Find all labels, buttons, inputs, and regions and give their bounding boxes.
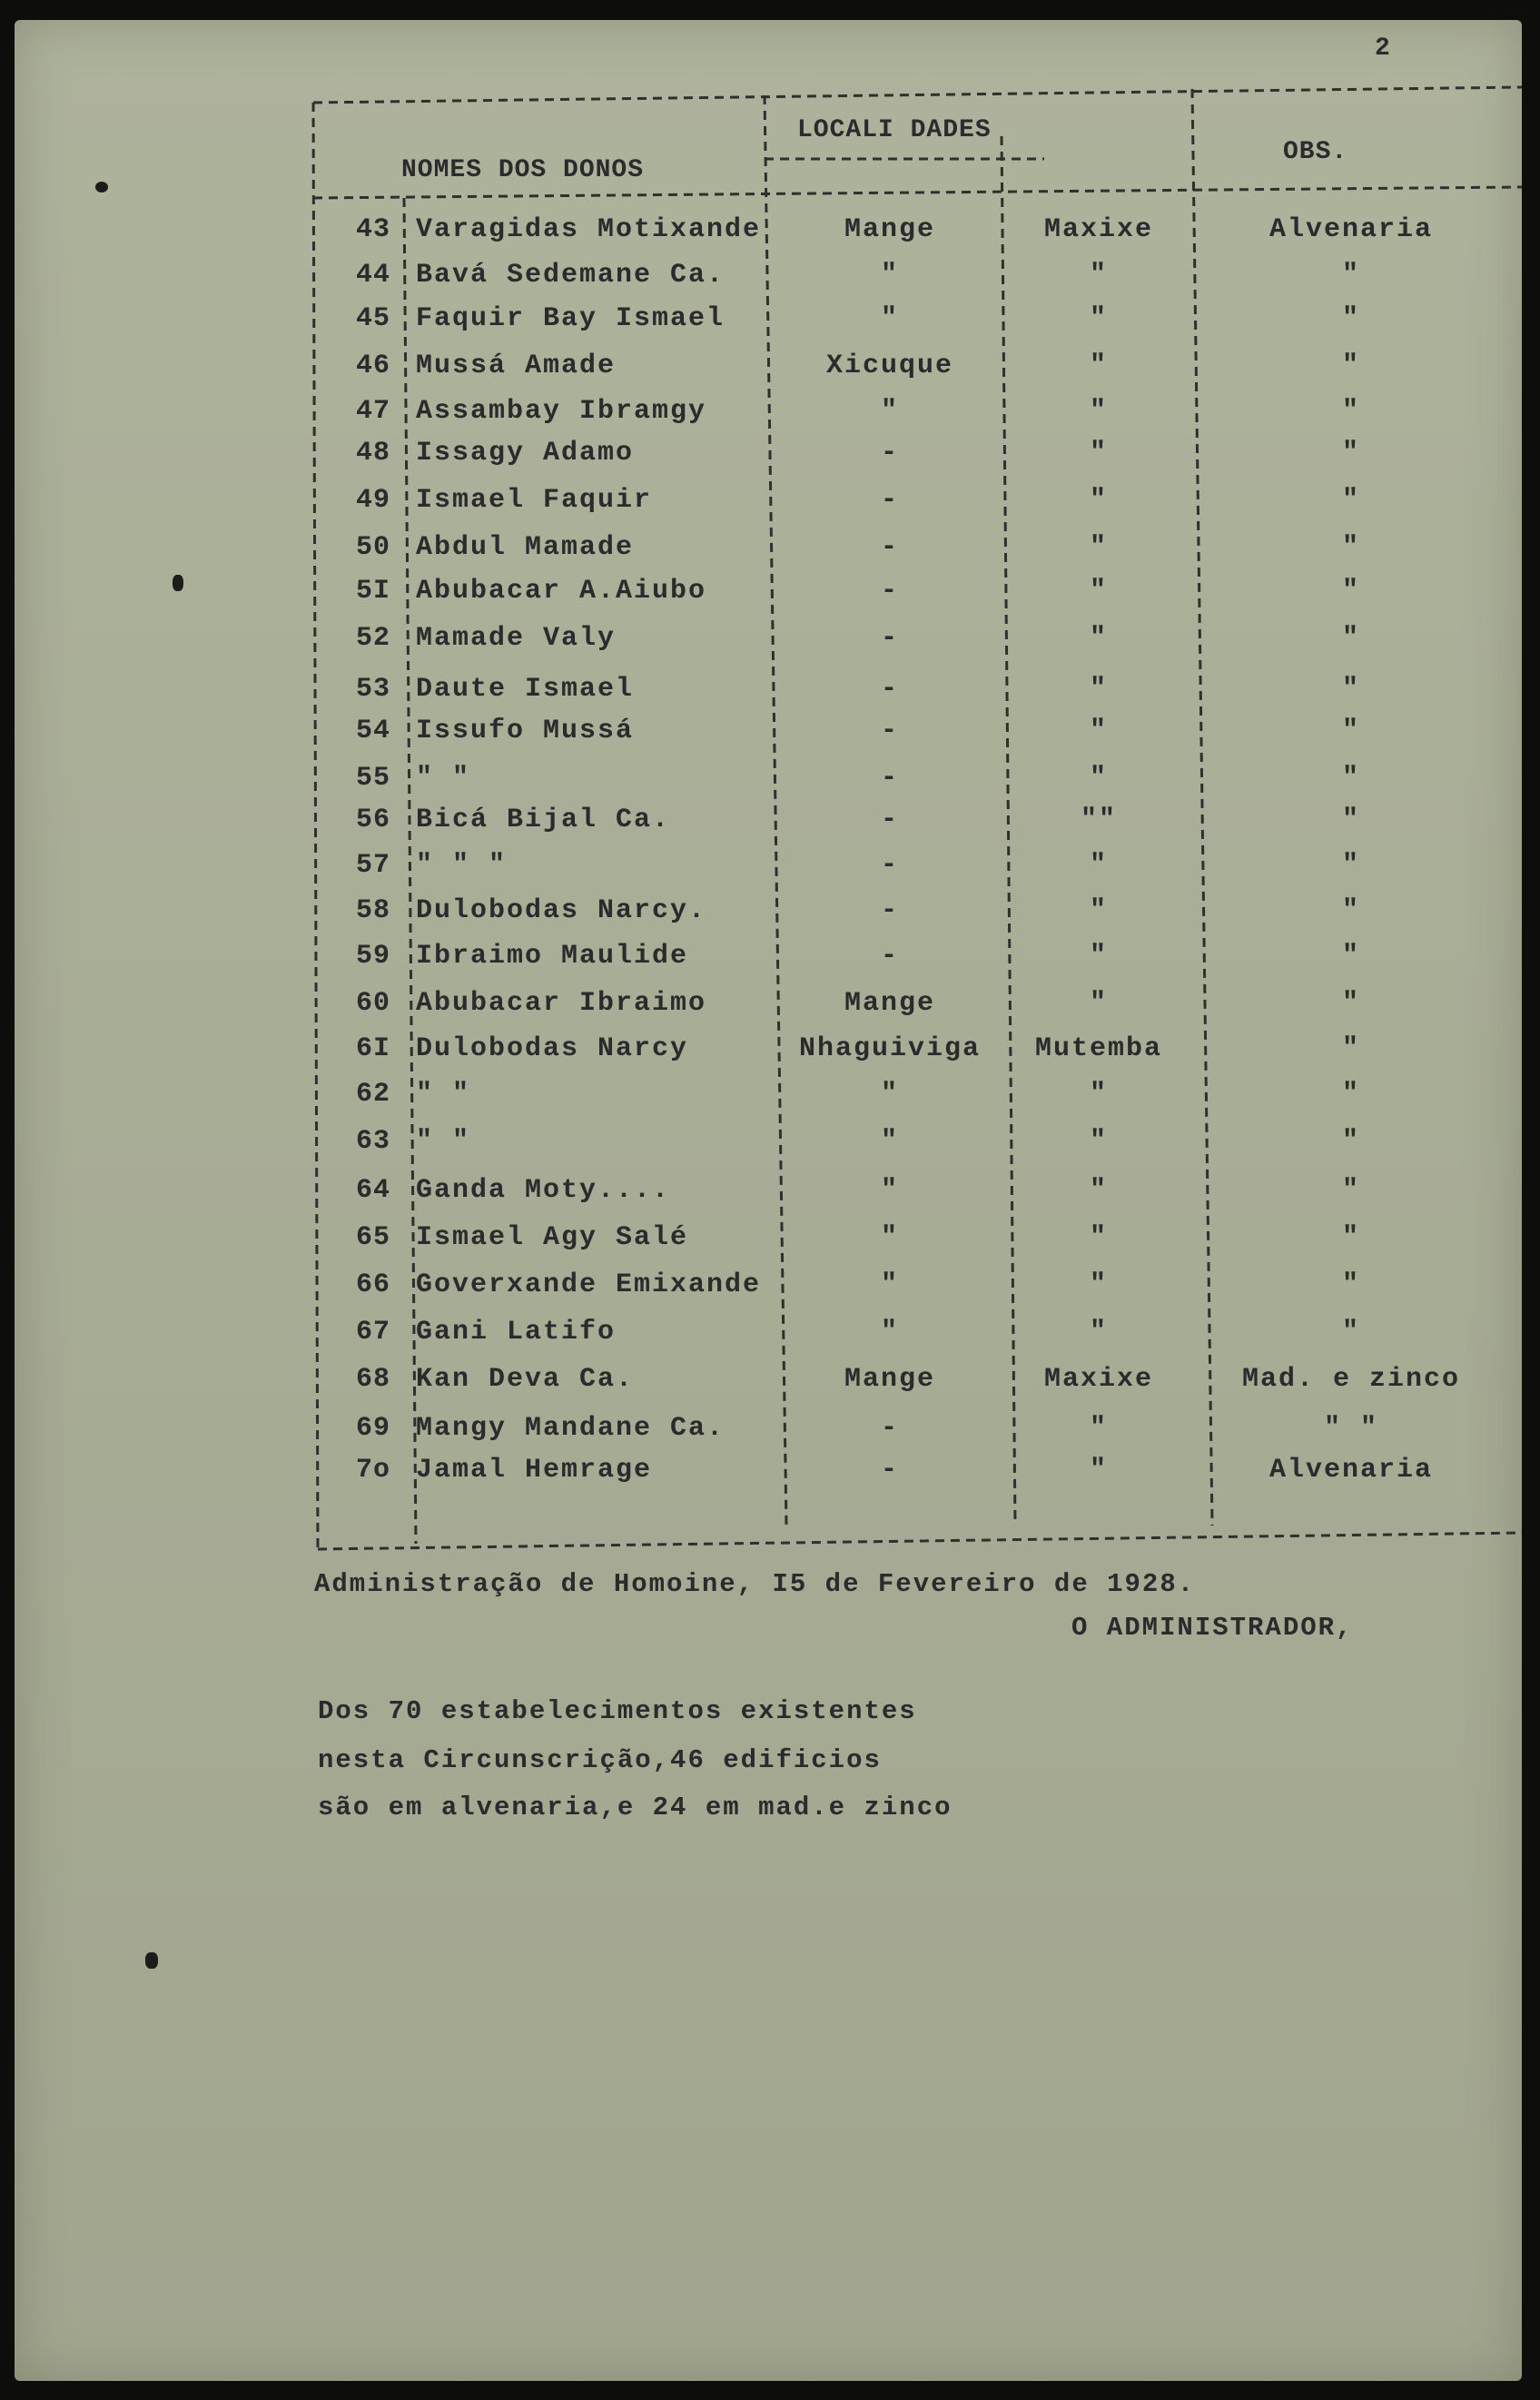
row-n: 49: [355, 485, 390, 516]
row-loc1: Nhaguiviga: [798, 1033, 982, 1064]
row-name: Issufo Mussá: [416, 716, 635, 746]
row-loc1: Mange: [844, 988, 936, 1019]
row-obs: ": [1341, 303, 1361, 334]
row-loc2: Maxixe: [1043, 214, 1154, 245]
footer-place-date: Administração de Homoine, I5 de Fevereiro de 1928.: [314, 1569, 1196, 1599]
row-loc2: ": [1089, 763, 1109, 794]
row-loc2: ": [1089, 1413, 1109, 1444]
row-name: Abubacar Ibraimo: [416, 988, 707, 1019]
row-loc1: Xicuque: [825, 351, 954, 381]
row-loc1: -: [880, 805, 900, 835]
row-name: Issagy Adamo: [416, 438, 635, 469]
row-loc1: ": [880, 396, 900, 427]
row-loc2: ": [1089, 1317, 1109, 1348]
row-loc2: ": [1089, 303, 1109, 334]
row-name: Abdul Mamade: [416, 532, 635, 563]
row-name: Kan Deva Ca.: [416, 1364, 635, 1395]
row-loc1: ": [880, 1317, 900, 1348]
row-loc2: ": [1089, 623, 1109, 654]
row-loc1: ": [880, 1269, 900, 1300]
row-n: 64: [355, 1175, 390, 1206]
row-n: 68: [355, 1364, 390, 1395]
row-loc2: ": [1089, 1222, 1109, 1253]
header-names: NOMES DOS DONOS: [401, 156, 645, 184]
row-loc2: ": [1089, 438, 1109, 469]
row-name: " ": [416, 1126, 471, 1157]
footer-note-line2: nesta Circunscrição,46 edificios: [318, 1745, 882, 1775]
row-obs: ": [1341, 1269, 1361, 1300]
row-name: Mamade Valy: [416, 623, 617, 654]
row-n: 55: [355, 763, 390, 794]
row-obs: ": [1341, 1126, 1361, 1157]
row-obs: ": [1341, 763, 1361, 794]
row-loc1: -: [880, 623, 900, 654]
row-name: Abubacar A.Aiubo: [416, 576, 707, 607]
row-loc2: ": [1089, 351, 1109, 381]
row-loc1: -: [880, 763, 900, 794]
header-obs: OBS.: [1283, 138, 1348, 166]
row-n: 48: [355, 438, 390, 469]
row-loc2: ": [1089, 850, 1109, 881]
row-n: 62: [355, 1079, 390, 1110]
row-obs: ": [1341, 716, 1361, 746]
row-n: 58: [355, 895, 390, 926]
row-obs: ": [1341, 532, 1361, 563]
row-n: 54: [355, 716, 390, 746]
binding-hole-mark: [173, 575, 183, 591]
row-obs: ": [1341, 1222, 1361, 1253]
document-page: [15, 20, 1522, 2381]
row-n: 50: [355, 532, 390, 563]
row-loc2: ": [1089, 941, 1109, 972]
row-loc1: -: [880, 1455, 900, 1486]
row-obs: ": [1341, 438, 1361, 469]
binding-hole-mark: [145, 1952, 158, 1969]
row-obs: ": [1341, 850, 1361, 881]
row-n: 65: [355, 1222, 390, 1253]
row-obs: ": [1341, 805, 1361, 835]
row-name: Ismael Agy Salé: [416, 1222, 689, 1253]
row-n: 66: [355, 1269, 390, 1300]
row-name: Dulobodas Narcy.: [416, 895, 707, 926]
row-name: Daute Ismael: [416, 674, 635, 705]
row-loc1: ": [880, 1126, 900, 1157]
row-n: 53: [355, 674, 390, 705]
footer-note-line3: são em alvenaria,e 24 em mad.e zinco: [318, 1793, 953, 1822]
row-loc1: ": [880, 260, 900, 291]
row-name: Faquir Bay Ismael: [416, 303, 726, 334]
row-obs: ": [1341, 895, 1361, 926]
row-n: 44: [355, 260, 390, 291]
footer-signature-title: O ADMINISTRADOR,: [1071, 1613, 1354, 1643]
footer-note-line1: Dos 70 estabelecimentos existentes: [318, 1696, 917, 1726]
row-name: Mussá Amade: [416, 351, 617, 381]
row-n: 56: [355, 805, 390, 835]
row-obs: ": [1341, 941, 1361, 972]
row-loc1: -: [880, 438, 900, 469]
row-loc1: -: [880, 895, 900, 926]
row-loc2: ": [1089, 485, 1109, 516]
row-loc1: ": [880, 303, 900, 334]
row-obs: ": [1341, 576, 1361, 607]
row-obs: ": [1341, 1079, 1361, 1110]
row-loc1: -: [880, 576, 900, 607]
row-n: 46: [355, 351, 390, 381]
row-n: 6I: [355, 1033, 390, 1064]
row-name: " ": [416, 763, 471, 794]
row-name: Ismael Faquir: [416, 485, 653, 516]
row-n: 57: [355, 850, 390, 881]
row-loc1: ": [880, 1175, 900, 1206]
row-name: Ganda Moty....: [416, 1175, 671, 1206]
row-n: 43: [355, 214, 390, 245]
row-loc2: ": [1089, 260, 1109, 291]
row-n: 52: [355, 623, 390, 654]
page-number: 2: [1375, 35, 1390, 63]
row-loc2: ": [1089, 1079, 1109, 1110]
row-obs: ": [1341, 260, 1361, 291]
row-obs: " ": [1323, 1413, 1379, 1444]
row-loc2: ": [1089, 576, 1109, 607]
row-loc1: -: [880, 941, 900, 972]
row-n: 60: [355, 988, 390, 1019]
row-n: 59: [355, 941, 390, 972]
row-obs: ": [1341, 674, 1361, 705]
row-loc2: ": [1089, 716, 1109, 746]
row-obs: ": [1341, 623, 1361, 654]
row-n: 67: [355, 1317, 390, 1348]
row-loc2: Maxixe: [1043, 1364, 1154, 1395]
row-name: Goverxande Emixande: [416, 1269, 762, 1300]
row-loc2: ": [1089, 1175, 1109, 1206]
row-name: Ibraimo Maulide: [416, 941, 689, 972]
row-obs: Alvenaria: [1269, 214, 1434, 245]
header-localidades: LOCALI DADES: [797, 116, 992, 144]
row-obs: Mad. e zinco: [1241, 1364, 1461, 1395]
row-loc1: -: [880, 716, 900, 746]
row-loc2: Mutemba: [1034, 1033, 1163, 1064]
row-name: " ": [416, 1079, 471, 1110]
row-loc2: ": [1089, 988, 1109, 1019]
row-loc1: ": [880, 1079, 900, 1110]
row-obs: ": [1341, 1317, 1361, 1348]
row-loc2: ": [1089, 1269, 1109, 1300]
row-obs: ": [1341, 988, 1361, 1019]
row-name: Gani Latifo: [416, 1317, 617, 1348]
row-n: 63: [355, 1126, 390, 1157]
row-loc1: -: [880, 674, 900, 705]
row-name: Dulobodas Narcy: [416, 1033, 689, 1064]
row-name: Varagidas Motixande: [416, 214, 762, 245]
row-name: Assambay Ibramgy: [416, 396, 707, 427]
row-loc2: ": [1089, 674, 1109, 705]
row-n: 45: [355, 303, 390, 334]
row-obs: ": [1341, 1033, 1361, 1064]
row-name: Jamal Hemrage: [416, 1455, 653, 1486]
row-name: " " ": [416, 850, 508, 881]
row-name: Bicá Bijal Ca.: [416, 805, 671, 835]
row-loc2: ": [1089, 532, 1109, 563]
row-loc1: ": [880, 1222, 900, 1253]
row-loc1: -: [880, 485, 900, 516]
row-loc2: ": [1089, 1455, 1109, 1486]
row-obs: ": [1341, 351, 1361, 381]
row-name: Bavá Sedemane Ca.: [416, 260, 726, 291]
binding-hole-mark: [95, 182, 108, 193]
row-loc1: Mange: [844, 1364, 936, 1395]
row-loc2: ": [1089, 895, 1109, 926]
row-loc1: Mange: [844, 214, 936, 245]
row-loc1: -: [880, 532, 900, 563]
row-loc2: ": [1089, 396, 1109, 427]
row-obs: ": [1341, 1175, 1361, 1206]
row-loc1: -: [880, 850, 900, 881]
row-obs: ": [1341, 396, 1361, 427]
row-n: 69: [355, 1413, 390, 1444]
row-obs: Alvenaria: [1269, 1455, 1434, 1486]
row-n: 7o: [355, 1455, 390, 1486]
row-loc2: "": [1080, 805, 1118, 835]
row-obs: ": [1341, 485, 1361, 516]
row-n: 47: [355, 396, 390, 427]
row-name: Mangy Mandane Ca.: [416, 1413, 726, 1444]
row-loc2: ": [1089, 1126, 1109, 1157]
row-loc1: -: [880, 1413, 900, 1444]
row-n: 5I: [355, 576, 390, 607]
